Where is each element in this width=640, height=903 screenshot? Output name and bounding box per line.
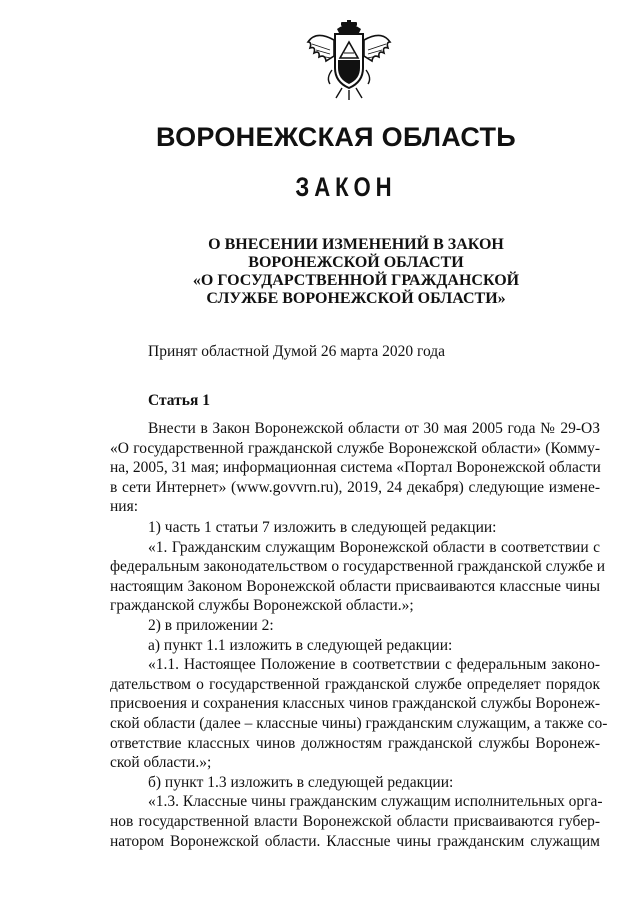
law-title-line: «О ГОСУДАРСТВЕННОЙ ГРАЖДАНСКОЙ — [192, 272, 520, 289]
article-intro-paragraph — [110, 419, 600, 517]
region-title: ВОРОНЕЖСКАЯ ОБЛАСТЬ — [155, 122, 517, 152]
law-title-line: О ВНЕСЕНИИ ИЗМЕНЕНИЙ В ЗАКОН — [208, 236, 504, 253]
text-line: ской области.»; — [110, 754, 212, 772]
law-title-line: ВОРОНЕЖСКОЙ ОБЛАСТИ — [248, 254, 464, 271]
text-line: ответствие классных чинов должностям гражданской службы Воронеж- — [110, 734, 600, 752]
text-line: «1. Гражданским служащим Воронежской области в соответствии с — [148, 538, 600, 556]
text-line: в сети Интернет» (www.govvrn.ru), 2019, 24 декабря) следующие измене- — [110, 478, 600, 496]
text-line: 2) в приложении 2: — [148, 616, 274, 634]
document-type-heading: ЗАКОН — [295, 172, 397, 202]
text-line: «О государственной гражданской службе Воронежской области» (Комму- — [110, 439, 600, 457]
text-line: ской области (далее – классные чины) гражданским служащим, а также со- — [110, 714, 608, 732]
text-line: 1) часть 1 статьи 7 изложить в следующей редакции: — [148, 519, 497, 536]
adoption-note: Принят областной Думой 26 марта 2020 года — [148, 343, 446, 360]
text-line: на, 2005, 31 мая; информационная система «Портал Воронежской области — [110, 459, 601, 477]
text-line: дательством о государственной гражданской службе определяет порядок — [110, 675, 600, 693]
text-line: присвоения и сохранения классных чинов гражданской службы Воронеж- — [110, 695, 600, 713]
text-line: гражданской службы Воронежской области.»; — [110, 597, 414, 615]
coat-of-arms-icon — [304, 20, 394, 102]
text-line: Внести в Закон Воронежской области от 30 мая 2005 года № 29-ОЗ — [148, 420, 600, 437]
text-line: федеральным законодательством о государственной гражданской службе и — [110, 558, 606, 576]
text-line: «1.3. Классные чины гражданским служащим исполнительных орга- — [148, 793, 603, 811]
law-title — [0, 236, 640, 308]
article-changes — [110, 518, 608, 851]
text-line: «1.1. Настоящее Положение в соответствии с федеральным законо- — [148, 656, 600, 674]
text-line: а) пункт 1.1 изложить в следующей редакции: — [148, 636, 453, 654]
law-title-line: СЛУЖБЕ ВОРОНЕЖСКОЙ ОБЛАСТИ» — [206, 290, 506, 307]
text-line: натором Воронежской области. Классные чины гражданским служащим — [110, 832, 600, 850]
article-heading: Статья 1 — [148, 392, 210, 409]
text-line: нов государственной власти Воронежской области присваиваются губер- — [110, 812, 600, 830]
text-line: ния: — [110, 498, 139, 516]
text-line: настоящим Законом Воронежской области присваиваются классные чины — [110, 577, 600, 595]
text-line: б) пункт 1.3 изложить в следующей редакции: — [148, 773, 454, 791]
